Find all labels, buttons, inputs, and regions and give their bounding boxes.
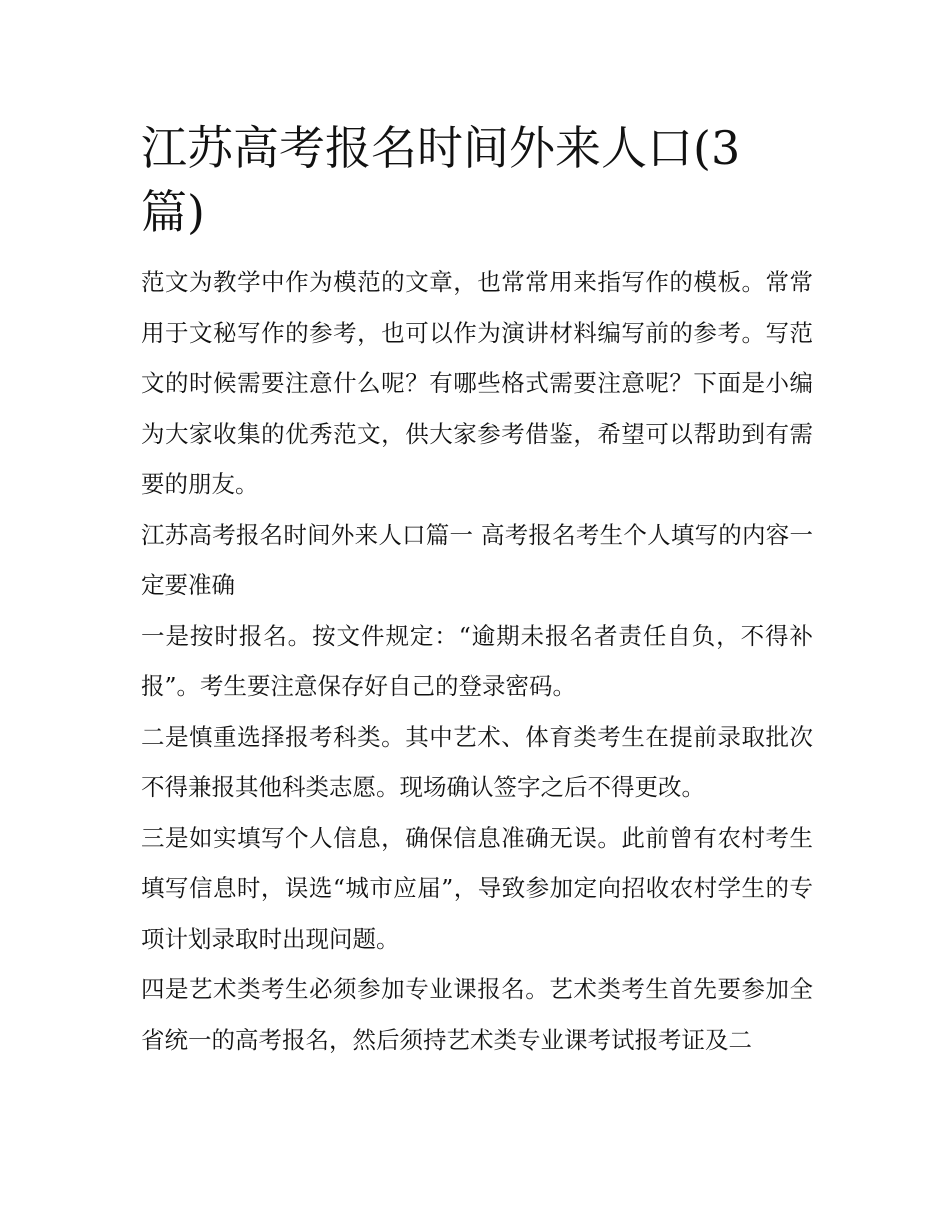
section-heading: 江苏高考报名时间外来人口篇一 高考报名考生个人填写的内容一定要准确 [141, 520, 813, 599]
document-title: 江苏高考报名时间外来人口(3篇) [141, 121, 741, 239]
point-two-paragraph: 二是慎重选择报考科类。其中艺术、体育类考生在提前录取批次不得兼报其他科类志愿。现场确认签字之后不得更改。 [141, 722, 813, 801]
intro-paragraph: 范文为教学中作为模范的文章，也常常用来指写作的模板。常常用于文秘写作的参考，也可以作为演讲材料编写前的参考。写范文的时候需要注意什么呢？有哪些格式需要注意呢？下面是小编为大家收集的优秀范文，供大家参考借鉴，希望可以帮助到有需要的朋友。 [141, 268, 813, 498]
document-content [141, 116, 813, 1065]
point-one-paragraph: 一是按时报名。按文件规定：“逾期未报名者责任自负，不得补报”。考生要注意保存好自己的登录密码。 [141, 621, 813, 700]
point-three-paragraph: 三是如实填写个人信息，确保信息准确无误。此前曾有农村考生填写信息时，误选“城市应届”，导致参加定向招收农村学生的专项计划录取时出现问题。 [141, 823, 813, 953]
document-body [141, 257, 813, 1065]
point-four-paragraph: 四是艺术类考生必须参加专业课报名。艺术类考生首先要参加全省统一的高考报名，然后须持艺术类专业课考试报考证及二 [141, 975, 813, 1054]
